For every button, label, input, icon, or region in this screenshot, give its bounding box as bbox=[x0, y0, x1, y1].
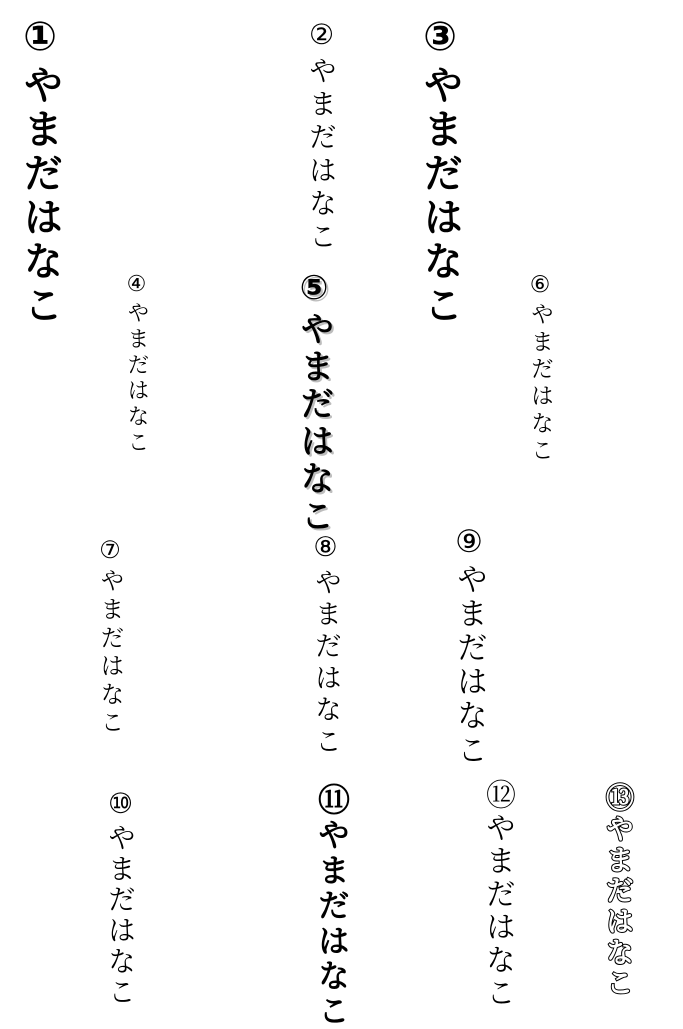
sample-10 bbox=[104, 787, 137, 1008]
sample-6-number: ⑥ bbox=[527, 272, 553, 303]
sample-8-number: ⑧ bbox=[310, 532, 341, 568]
sample-8-text: やまだはなこ bbox=[310, 567, 341, 760]
sample-9 bbox=[451, 524, 487, 768]
sample-9-text: やまだはなこ bbox=[451, 563, 487, 768]
sample-4-text: やまだはなこ bbox=[124, 300, 149, 457]
sample-9-number: ⑨ bbox=[451, 524, 487, 564]
sample-13-text: やまだはなこ bbox=[602, 813, 635, 999]
sample-13 bbox=[602, 783, 635, 999]
sample-10-text: やまだはなこ bbox=[104, 822, 137, 1008]
sample-11-number: ⑪ bbox=[313, 783, 351, 819]
sample-10-number: ⑩ bbox=[104, 787, 137, 823]
sample-6 bbox=[528, 272, 551, 465]
sample-12 bbox=[480, 779, 515, 1010]
sample-1 bbox=[17, 14, 63, 328]
sample-6-text: やまだはなこ bbox=[527, 302, 553, 465]
sample-1-text: やまだはなこ bbox=[17, 64, 63, 328]
sample-13-number: ⑬ bbox=[602, 783, 635, 814]
sample-3 bbox=[417, 14, 463, 328]
sample-12-text: やまだはなこ bbox=[480, 812, 515, 1010]
sample-11-text: やまだはなこ bbox=[313, 818, 351, 1029]
sample-2-text: やまだはなこ bbox=[305, 56, 338, 255]
sample-1-number: ① bbox=[17, 14, 63, 64]
sample-7-number: ⑦ bbox=[96, 536, 124, 569]
sample-7-text: やまだはなこ bbox=[96, 568, 124, 739]
sample-12-number: ⑫ bbox=[480, 779, 515, 812]
sample-2-number: ② bbox=[305, 18, 338, 57]
sample-7 bbox=[98, 536, 122, 738]
sample-5-number: ⑤ bbox=[294, 268, 334, 312]
sample-2 bbox=[305, 18, 338, 255]
sample-3-number: ③ bbox=[417, 14, 463, 64]
sample-11 bbox=[313, 783, 351, 1029]
sample-5 bbox=[294, 268, 334, 536]
sample-8 bbox=[312, 532, 339, 759]
sample-4-number: ④ bbox=[124, 272, 149, 301]
sample-5-text: やまだはなこ bbox=[294, 311, 334, 536]
sample-3-text: やまだはなこ bbox=[417, 64, 463, 328]
sample-4 bbox=[125, 272, 147, 457]
